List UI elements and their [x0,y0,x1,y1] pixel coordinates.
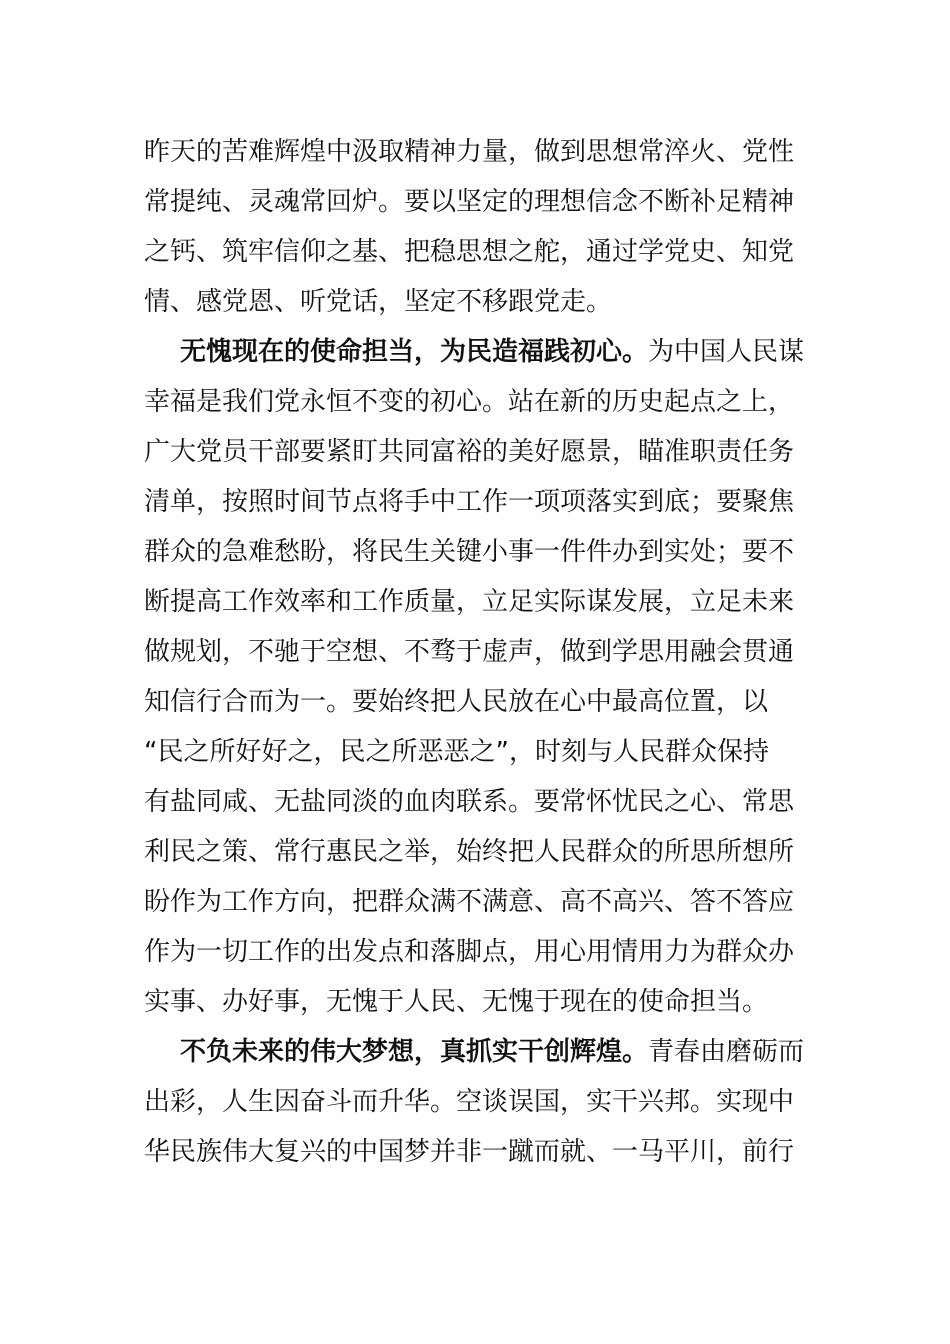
text-fragment: 青春由磨砺而 [648,1037,805,1067]
paragraph-heading: 不负未来的伟大梦想，真抓实干创辉煌。 [180,1037,649,1067]
text-line: 华民族伟大复兴的中国梦并非一蹴而就、一马平川，前行 [144,1137,795,1167]
text-fragment: 为中国人民谋 [648,337,805,367]
paragraph-first-line [144,1027,814,1077]
document-body [144,127,814,1177]
text-line: 作为一切工作的出发点和落脚点，用心用情用力为群众办 [144,937,795,967]
text-line: 出彩，人生因奋斗而升华。空谈误国，实干兴邦。实现中 [144,1087,795,1117]
text-line: 有盐同咸、无盐同淡的血肉联系。要常怀忧民之心、常思 [144,787,795,817]
text-line: 盼作为工作方向，把群众满不满意、高不高兴、答不答应 [144,887,795,917]
paragraph-first-line [144,327,814,377]
text-line: 广大党员干部要紧盯共同富裕的美好愿景，瞄准职责任务 [144,437,795,467]
text-line: 群众的急难愁盼，将民生关键小事一件件办到实处；要不 [144,537,795,567]
text-line: 实事、办好事，无愧于人民、无愧于现在的使命担当。 [144,987,769,1017]
text-line: 知信行合而为一。要始终把人民放在心中最高位置，以 [144,687,769,717]
text-line: 常提纯、灵魂常回炉。要以坚定的理想信念不断补足精神 [144,187,795,217]
text-line: 昨天的苦难辉煌中汲取精神力量，做到思想常淬火、党性 [144,137,795,167]
paragraph-3 [144,1027,814,1177]
text-line: 幸福是我们党永恒不变的初心。站在新的历史起点之上， [144,387,795,417]
text-line: “民之所好好之，民之所恶恶之”，时刻与人民群众保持 [144,737,769,767]
text-line: 断提高工作效率和工作质量，立足实际谋发展，立足未来 [144,587,795,617]
text-line: 情、感党恩、听党话，坚定不移跟党走。 [144,287,613,317]
paragraph-1 [144,127,814,327]
text-line: 做规划，不驰于空想、不骛于虚声，做到学思用融会贯通 [144,637,795,667]
text-line: 清单，按照时间节点将手中工作一项项落实到底；要聚焦 [144,487,795,517]
text-line: 之钙、筑牢信仰之基、把稳思想之舵，通过学党史、知党 [144,237,795,267]
paragraph-2 [144,327,814,1027]
text-line: 利民之策、常行惠民之举，始终把人民群众的所思所想所 [144,837,795,867]
paragraph-heading: 无愧现在的使命担当，为民造福践初心。 [180,337,649,367]
